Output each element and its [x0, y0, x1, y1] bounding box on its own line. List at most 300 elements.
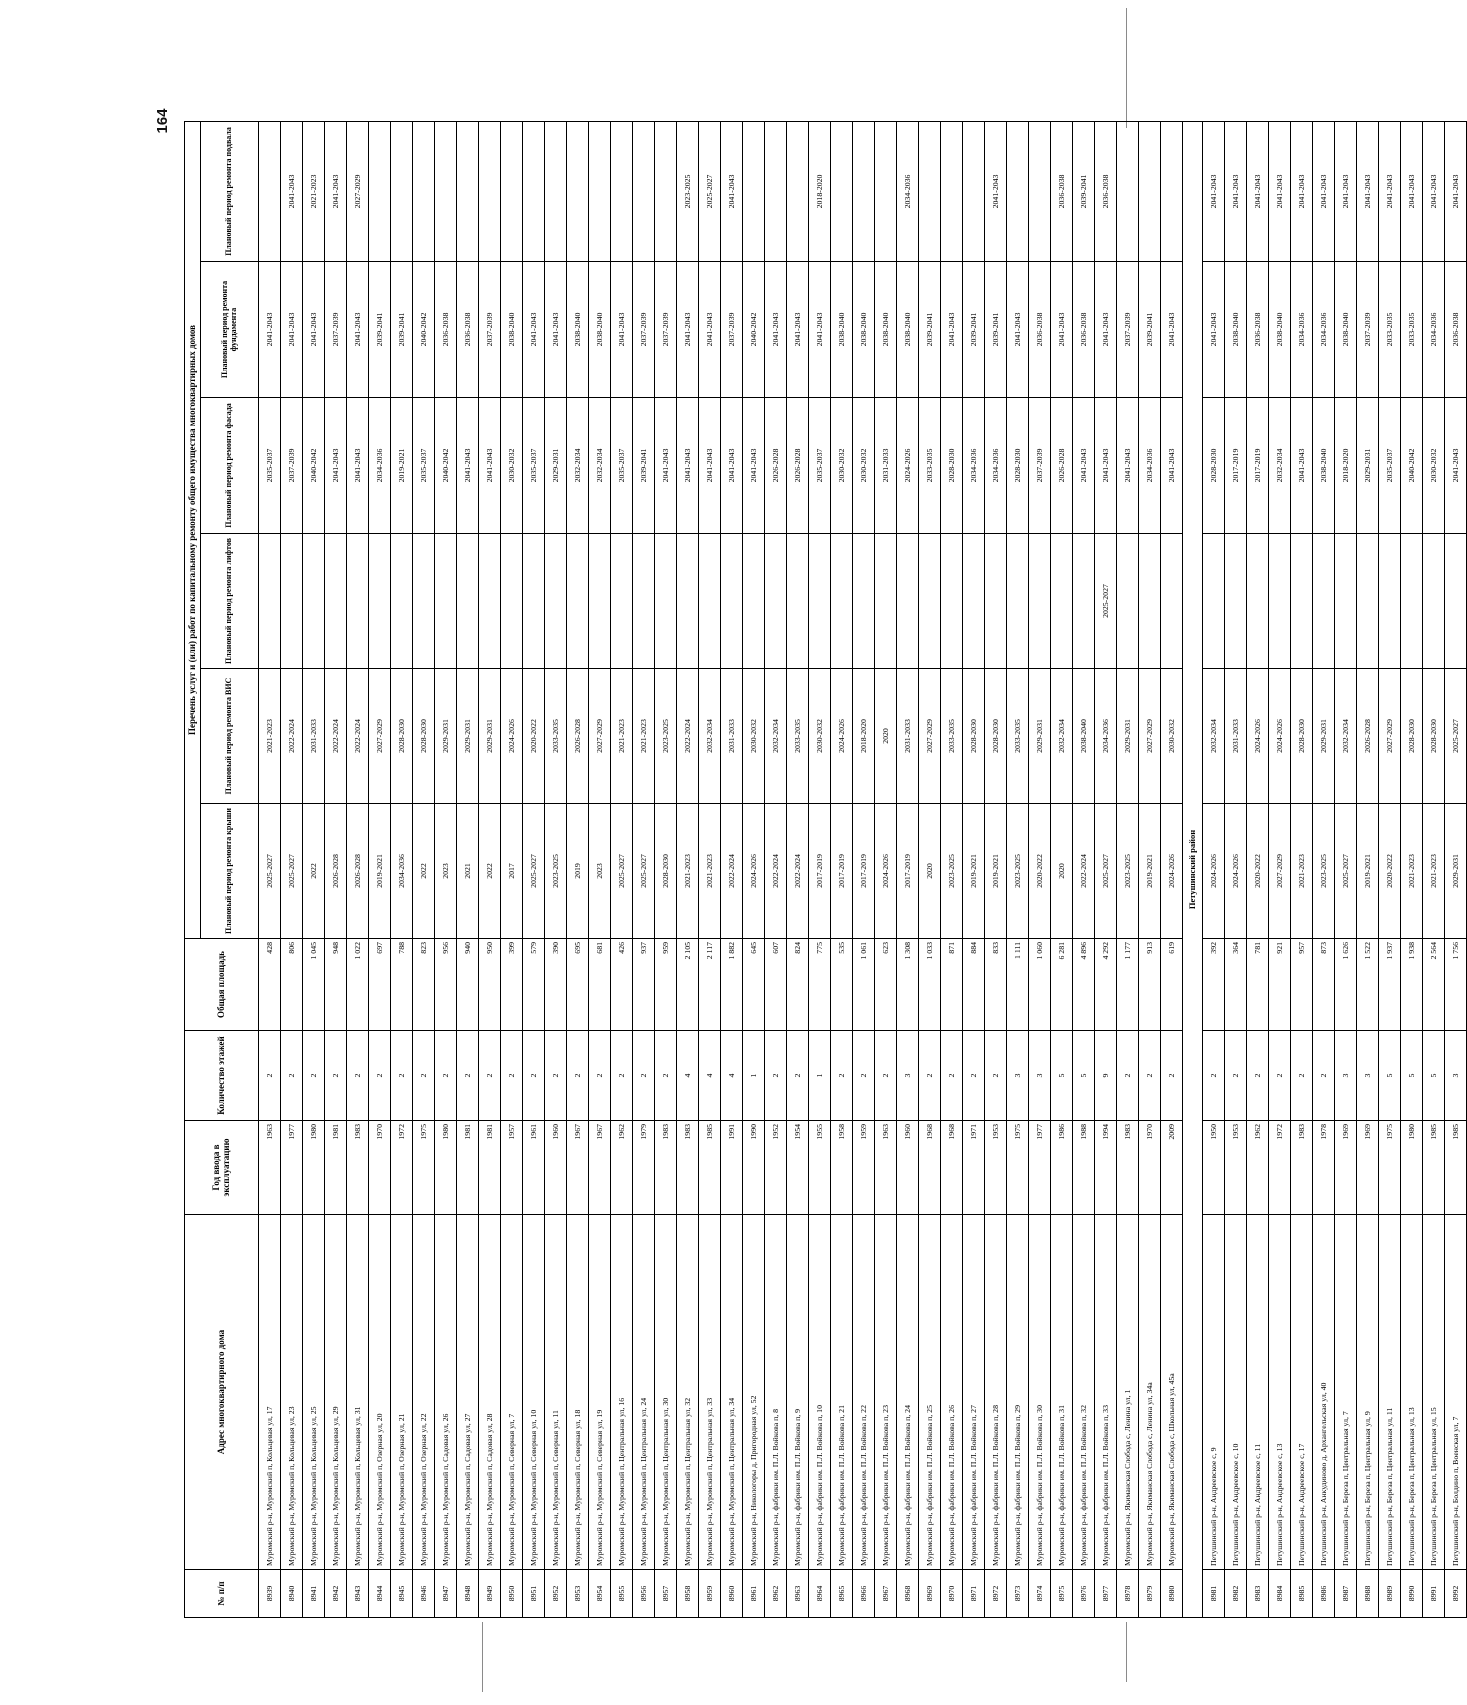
row-num: 8990 — [1401, 1570, 1423, 1618]
row-num: 8951 — [523, 1570, 545, 1618]
row-foundation-period: 2041-2043 — [545, 262, 567, 398]
row-facade-period: 2041-2043 — [655, 398, 677, 534]
row-lift-period — [1445, 534, 1467, 669]
row-vis-period: 2018-2020 — [853, 669, 875, 804]
row-year: 1972 — [391, 1121, 413, 1215]
row-roof-period: 2021-2023 — [1401, 804, 1423, 939]
row-address: Муромский р-н, фабрики им. П.Л. Войкова п, 31 — [1051, 1215, 1073, 1570]
row-lift-period — [1247, 534, 1269, 669]
row-year: 1985 — [1423, 1121, 1445, 1215]
row-facade-period: 2034-2036 — [985, 398, 1007, 534]
row-lift-period — [589, 534, 611, 669]
row-basement-period: 2041-2043 — [1379, 121, 1401, 261]
row-num: 8973 — [1007, 1570, 1029, 1618]
row-address: Муромский р-н, фабрики им. П.Л. Войкова п, 33 — [1095, 1215, 1117, 1570]
row-roof-period: 2027-2029 — [1269, 804, 1291, 939]
row-lift-period — [919, 534, 941, 669]
row-roof-period: 2022-2024 — [721, 804, 743, 939]
table-row — [765, 121, 787, 1617]
row-floors: 3 — [1445, 1031, 1467, 1121]
row-num: 8947 — [435, 1570, 457, 1618]
row-area: 833 — [985, 939, 1007, 1031]
row-year: 1988 — [1073, 1121, 1095, 1215]
row-num: 8965 — [831, 1570, 853, 1618]
row-floors: 3 — [897, 1031, 919, 1121]
row-address: Муромский р-н, Муромский п, Садовая ул, 27 — [457, 1215, 479, 1570]
row-vis-period: 2024-2026 — [1269, 669, 1291, 804]
table-row — [941, 121, 963, 1617]
row-vis-period: 2027-2029 — [919, 669, 941, 804]
scan-artifact-line — [1126, 1622, 1127, 1682]
row-roof-period: 2025-2027 — [633, 804, 655, 939]
row-foundation-period: 2041-2043 — [941, 262, 963, 398]
row-vis-period: 2030-2032 — [1161, 669, 1183, 804]
row-num: 8954 — [589, 1570, 611, 1618]
row-num: 8960 — [721, 1570, 743, 1618]
row-area: 619 — [1161, 939, 1183, 1031]
row-basement-period: 2041-2043 — [1357, 121, 1379, 261]
row-vis-period: 2029-2031 — [1313, 669, 1335, 804]
row-vis-period: 2033-2035 — [545, 669, 567, 804]
row-foundation-period: 2041-2043 — [523, 262, 545, 398]
col-header-address: Адрес многоквартирного дома — [185, 1215, 259, 1570]
row-address: Муромский р-н, Муромский п, Садовая ул, 26 — [435, 1215, 457, 1570]
row-vis-period: 2027-2029 — [369, 669, 391, 804]
row-vis-period: 2028-2030 — [391, 669, 413, 804]
row-floors: 2 — [391, 1031, 413, 1121]
row-foundation-period: 2041-2043 — [259, 262, 281, 398]
row-foundation-period: 2041-2043 — [1051, 262, 1073, 398]
row-basement-period — [765, 121, 787, 261]
row-facade-period: 2026-2028 — [765, 398, 787, 534]
row-roof-period: 2024-2026 — [1225, 804, 1247, 939]
row-roof-period: 2020 — [919, 804, 941, 939]
row-area: 4 292 — [1095, 939, 1117, 1031]
row-address: Муромский р-н, Муромский п, Центральная ул, 34 — [721, 1215, 743, 1570]
row-year: 1975 — [1007, 1121, 1029, 1215]
row-roof-period: 2021-2023 — [677, 804, 699, 939]
row-address: Муромский р-н, фабрики им. П.Л. Войкова п, 32 — [1073, 1215, 1095, 1570]
row-lift-period — [1335, 534, 1357, 669]
row-vis-period: 2029-2031 — [435, 669, 457, 804]
row-facade-period: 2029-2031 — [545, 398, 567, 534]
row-lift-period — [699, 534, 721, 669]
row-foundation-period: 2041-2043 — [1095, 262, 1117, 398]
table-row — [259, 121, 281, 1617]
row-vis-period: 2028-2030 — [985, 669, 1007, 804]
row-facade-period: 2035-2037 — [259, 398, 281, 534]
rotated-table-wrapper — [184, 122, 1460, 1618]
row-foundation-period: 2033-2035 — [1379, 262, 1401, 398]
table-row — [589, 121, 611, 1617]
row-vis-period: 2026-2028 — [1357, 669, 1379, 804]
row-foundation-period: 2039-2041 — [391, 262, 413, 398]
row-num: 8939 — [259, 1570, 281, 1618]
table-row — [523, 121, 545, 1617]
col-header-facade: Плановый период ремонта фасада — [201, 398, 259, 534]
row-num: 8980 — [1161, 1570, 1183, 1618]
row-lift-period — [765, 534, 787, 669]
row-basement-period — [567, 121, 589, 261]
row-vis-period: 2024-2026 — [501, 669, 523, 804]
row-foundation-period: 2041-2043 — [1007, 262, 1029, 398]
row-num: 8986 — [1313, 1570, 1335, 1618]
row-num: 8961 — [743, 1570, 765, 1618]
table-row — [501, 121, 523, 1617]
row-roof-period: 2023 — [589, 804, 611, 939]
row-vis-period: 2022-2024 — [347, 669, 369, 804]
row-year: 1967 — [589, 1121, 611, 1215]
row-address: Муромский р-н, Муромский п, Центральная ул, 33 — [699, 1215, 721, 1570]
row-roof-period: 2023-2025 — [1313, 804, 1335, 939]
row-roof-period: 2025-2027 — [611, 804, 633, 939]
row-lift-period — [1051, 534, 1073, 669]
row-address: Муромский р-н, Муромский п, Кольцевая ул, 25 — [303, 1215, 325, 1570]
row-num: 8949 — [479, 1570, 501, 1618]
row-facade-period: 2017-2019 — [1247, 398, 1269, 534]
scan-artifact-line — [482, 1622, 483, 1692]
row-facade-period: 2028-2030 — [1007, 398, 1029, 534]
row-vis-period: 2021-2023 — [259, 669, 281, 804]
row-facade-period: 2019-2021 — [391, 398, 413, 534]
row-basement-period — [545, 121, 567, 261]
row-area: 426 — [611, 939, 633, 1031]
row-roof-period: 2019-2021 — [1139, 804, 1161, 939]
row-lift-period — [391, 534, 413, 669]
table-row — [1401, 121, 1423, 1617]
row-year: 1975 — [1379, 1121, 1401, 1215]
row-area: 824 — [787, 939, 809, 1031]
row-foundation-period: 2037-2039 — [655, 262, 677, 398]
row-vis-period: 2031-2033 — [1225, 669, 1247, 804]
row-roof-period: 2024-2026 — [743, 804, 765, 939]
row-facade-period: 2031-2033 — [875, 398, 897, 534]
row-address: Муромский р-н, Никологоры д, Пригородная ул, 52 — [743, 1215, 765, 1570]
row-num: 8975 — [1051, 1570, 1073, 1618]
row-roof-period: 2025-2027 — [1095, 804, 1117, 939]
row-basement-period — [655, 121, 677, 261]
row-num: 8944 — [369, 1570, 391, 1618]
row-basement-period — [831, 121, 853, 261]
row-floors: 2 — [369, 1031, 391, 1121]
row-basement-period: 2041-2043 — [721, 121, 743, 261]
row-basement-period — [941, 121, 963, 261]
row-area: 1 033 — [919, 939, 941, 1031]
table-row — [1029, 121, 1051, 1617]
row-lift-period — [743, 534, 765, 669]
row-facade-period: 2028-2030 — [1203, 398, 1225, 534]
row-facade-period: 2041-2043 — [1445, 398, 1467, 534]
row-roof-period: 2019-2021 — [985, 804, 1007, 939]
row-area: 1 060 — [1029, 939, 1051, 1031]
row-area: 392 — [1203, 939, 1225, 1031]
row-floors: 1 — [743, 1031, 765, 1121]
row-year: 1954 — [787, 1121, 809, 1215]
row-foundation-period: 2034-2036 — [1291, 262, 1313, 398]
row-year: 1953 — [1225, 1121, 1247, 1215]
row-facade-period: 2038-2040 — [1313, 398, 1335, 534]
row-roof-period: 2023-2025 — [545, 804, 567, 939]
row-foundation-period: 2036-2038 — [1445, 262, 1467, 398]
table-row — [655, 121, 677, 1617]
row-floors: 2 — [567, 1031, 589, 1121]
row-vis-period: 2032-2034 — [765, 669, 787, 804]
row-facade-period: 2030-2032 — [831, 398, 853, 534]
row-basement-period — [963, 121, 985, 261]
row-vis-period: 2029-2031 — [1117, 669, 1139, 804]
row-area: 937 — [633, 939, 655, 1031]
row-area: 579 — [523, 939, 545, 1031]
row-facade-period: 2037-2039 — [281, 398, 303, 534]
row-foundation-period: 2041-2043 — [281, 262, 303, 398]
row-facade-period: 2041-2043 — [1291, 398, 1313, 534]
table-row — [1247, 121, 1269, 1617]
row-roof-period: 2024-2026 — [875, 804, 897, 939]
row-year: 1960 — [545, 1121, 567, 1215]
row-year: 1960 — [897, 1121, 919, 1215]
row-vis-period: 2021-2023 — [611, 669, 633, 804]
row-roof-period: 2017-2019 — [809, 804, 831, 939]
row-facade-period: 2041-2043 — [1095, 398, 1117, 534]
row-lift-period — [435, 534, 457, 669]
row-num: 8945 — [391, 1570, 413, 1618]
row-area: 781 — [1247, 939, 1269, 1031]
row-basement-period: 2025-2027 — [699, 121, 721, 261]
row-vis-period: 2027-2029 — [589, 669, 611, 804]
row-area: 645 — [743, 939, 765, 1031]
row-foundation-period: 2041-2043 — [303, 262, 325, 398]
row-foundation-period: 2037-2039 — [721, 262, 743, 398]
row-floors: 2 — [875, 1031, 897, 1121]
row-foundation-period: 2041-2043 — [765, 262, 787, 398]
row-num: 8972 — [985, 1570, 1007, 1618]
row-area: 1 061 — [853, 939, 875, 1031]
row-year: 1990 — [743, 1121, 765, 1215]
row-roof-period: 2020-2022 — [1379, 804, 1401, 939]
row-foundation-period: 2041-2043 — [809, 262, 831, 398]
row-lift-period — [941, 534, 963, 669]
row-lift-period — [721, 534, 743, 669]
row-vis-period: 2032-2034 — [699, 669, 721, 804]
row-lift-period — [325, 534, 347, 669]
row-lift-period — [1203, 534, 1225, 669]
row-address: Муромский р-н, Якиманская Слобода с, Школьная ул, 45а — [1161, 1215, 1183, 1570]
row-facade-period: 2041-2043 — [1117, 398, 1139, 534]
row-floors: 2 — [765, 1031, 787, 1121]
row-num: 8979 — [1139, 1570, 1161, 1618]
row-num: 8985 — [1291, 1570, 1313, 1618]
row-vis-period: 2034-2036 — [1095, 669, 1117, 804]
row-area: 806 — [281, 939, 303, 1031]
row-vis-period: 2033-2035 — [787, 669, 809, 804]
row-floors: 2 — [347, 1031, 369, 1121]
row-floors: 2 — [435, 1031, 457, 1121]
row-address: Муромский р-н, фабрики им. П.Л. Войкова п, 24 — [897, 1215, 919, 1570]
row-facade-period: 2026-2028 — [787, 398, 809, 534]
row-roof-period: 2025-2027 — [523, 804, 545, 939]
row-area: 681 — [589, 939, 611, 1031]
row-basement-period — [457, 121, 479, 261]
row-address: Муромский р-н, Муромский п, Кольцевая ул, 31 — [347, 1215, 369, 1570]
row-num: 8959 — [699, 1570, 721, 1618]
row-facade-period: 2032-2034 — [589, 398, 611, 534]
row-foundation-period: 2038-2040 — [589, 262, 611, 398]
row-address: Петушинский р-н, Береза п, Центральная ул, 11 — [1379, 1215, 1401, 1570]
table-row — [303, 121, 325, 1617]
row-roof-period: 2023-2025 — [1007, 804, 1029, 939]
row-vis-period: 2032-2034 — [1203, 669, 1225, 804]
row-floors: 4 — [721, 1031, 743, 1121]
row-address: Муромский р-н, фабрики им. П.Л. Войкова п, 27 — [963, 1215, 985, 1570]
col-header-lift: Плановый период ремонта лифтов — [201, 534, 259, 669]
row-basement-period — [919, 121, 941, 261]
row-roof-period: 2022-2024 — [1073, 804, 1095, 939]
row-num: 8942 — [325, 1570, 347, 1618]
row-area: 940 — [457, 939, 479, 1031]
row-vis-period: 2024-2026 — [1247, 669, 1269, 804]
row-facade-period: 2041-2043 — [457, 398, 479, 534]
table-body-district-separator — [1183, 121, 1203, 1617]
row-roof-period: 2022 — [479, 804, 501, 939]
row-vis-period: 2028-2030 — [1423, 669, 1445, 804]
row-basement-period: 2041-2043 — [1423, 121, 1445, 261]
row-address: Петушинский р-н, Андреевское с, 13 — [1269, 1215, 1291, 1570]
row-roof-period: 2022-2024 — [765, 804, 787, 939]
row-num: 8992 — [1445, 1570, 1467, 1618]
row-floors: 2 — [325, 1031, 347, 1121]
row-address: Муромский р-н, фабрики им. П.Л. Войкова п, 23 — [875, 1215, 897, 1570]
row-floors: 2 — [589, 1031, 611, 1121]
row-address: Муромский р-н, Муромский п, Садовая ул, 28 — [479, 1215, 501, 1570]
row-area: 6 281 — [1051, 939, 1073, 1031]
table-row — [567, 121, 589, 1617]
table-row — [875, 121, 897, 1617]
row-basement-period — [1161, 121, 1183, 261]
row-roof-period: 2034-2036 — [391, 804, 413, 939]
row-area: 535 — [831, 939, 853, 1031]
table-row — [413, 121, 435, 1617]
row-floors: 3 — [1029, 1031, 1051, 1121]
row-year: 1962 — [1247, 1121, 1269, 1215]
row-area: 2 564 — [1423, 939, 1445, 1031]
row-roof-period: 2022 — [413, 804, 435, 939]
row-floors: 5 — [1051, 1031, 1073, 1121]
row-num: 8967 — [875, 1570, 897, 1618]
row-foundation-period: 2038-2040 — [853, 262, 875, 398]
row-address: Муромский р-н, Муромский п, Северная ул, 7 — [501, 1215, 523, 1570]
row-num: 8943 — [347, 1570, 369, 1618]
row-basement-period: 2036-2038 — [1051, 121, 1073, 261]
row-facade-period: 2018-2020 — [1335, 398, 1357, 534]
row-area: 788 — [391, 939, 413, 1031]
row-area: 364 — [1225, 939, 1247, 1031]
row-facade-period: 2029-2031 — [1357, 398, 1379, 534]
row-num: 8978 — [1117, 1570, 1139, 1618]
row-facade-period: 2030-2032 — [501, 398, 523, 534]
row-address: Муромский р-н, Якиманская Слобода с, Ленина ул, 34а — [1139, 1215, 1161, 1570]
table-row — [809, 121, 831, 1617]
row-address: Муромский р-н, фабрики им. П.Л. Войкова п, 8 — [765, 1215, 787, 1570]
row-floors: 2 — [523, 1031, 545, 1121]
row-lift-period — [303, 534, 325, 669]
row-area: 948 — [325, 939, 347, 1031]
row-num: 8981 — [1203, 1570, 1225, 1618]
row-basement-period — [875, 121, 897, 261]
row-address: Муромский р-н, Муромский п, Северная ул, 11 — [545, 1215, 567, 1570]
row-address: Муромский р-н, Муромский п, Северная ул, 18 — [567, 1215, 589, 1570]
row-year: 1957 — [501, 1121, 523, 1215]
table-row — [611, 121, 633, 1617]
row-foundation-period: 2041-2043 — [1203, 262, 1225, 398]
row-year: 1972 — [1269, 1121, 1291, 1215]
row-vis-period: 2029-2031 — [1029, 669, 1051, 804]
row-area: 697 — [369, 939, 391, 1031]
row-num: 8983 — [1247, 1570, 1269, 1618]
row-roof-period: 2025-2027 — [259, 804, 281, 939]
row-year: 1963 — [259, 1121, 281, 1215]
row-vis-period: 2038-2040 — [1073, 669, 1095, 804]
table-row — [1161, 121, 1183, 1617]
row-facade-period: 2041-2043 — [479, 398, 501, 534]
row-floors: 2 — [787, 1031, 809, 1121]
table-row — [919, 121, 941, 1617]
row-year: 1969 — [1335, 1121, 1357, 1215]
row-floors: 2 — [1247, 1031, 1269, 1121]
row-roof-period: 2023-2025 — [941, 804, 963, 939]
col-header-foundation: Плановый период ремонта фундамента — [201, 262, 259, 398]
row-area: 1 022 — [347, 939, 369, 1031]
row-lift-period — [523, 534, 545, 669]
row-vis-period: 2022-2024 — [325, 669, 347, 804]
row-num: 8956 — [633, 1570, 655, 1618]
row-floors: 2 — [1161, 1031, 1183, 1121]
row-year: 1969 — [1357, 1121, 1379, 1215]
row-address: Муромский р-н, Муромский п, Озерная ул, 21 — [391, 1215, 413, 1570]
row-facade-period: 2037-2039 — [1029, 398, 1051, 534]
row-basement-period: 2018-2020 — [809, 121, 831, 261]
row-foundation-period: 2039-2041 — [963, 262, 985, 398]
row-area: 1 111 — [1007, 939, 1029, 1031]
row-address: Муромский р-н, фабрики им. П.Л. Войкова п, 25 — [919, 1215, 941, 1570]
col-header-floors: Количество этажей — [185, 1031, 259, 1121]
row-floors: 2 — [281, 1031, 303, 1121]
row-roof-period: 2021 — [457, 804, 479, 939]
row-floors: 2 — [1117, 1031, 1139, 1121]
row-area: 1 177 — [1117, 939, 1139, 1031]
row-lift-period — [677, 534, 699, 669]
row-facade-period: 2032-2034 — [1269, 398, 1291, 534]
row-floors: 2 — [1313, 1031, 1335, 1121]
row-foundation-period: 2036-2038 — [457, 262, 479, 398]
table-row — [1269, 121, 1291, 1617]
row-floors: 4 — [699, 1031, 721, 1121]
row-roof-period: 2020 — [1051, 804, 1073, 939]
row-year: 1981 — [457, 1121, 479, 1215]
row-basement-period — [1139, 121, 1161, 261]
row-basement-period — [611, 121, 633, 261]
row-foundation-period: 2037-2039 — [479, 262, 501, 398]
row-basement-period: 2041-2043 — [1401, 121, 1423, 261]
row-year: 1991 — [721, 1121, 743, 1215]
table-row — [1073, 121, 1095, 1617]
row-foundation-period: 2036-2038 — [1029, 262, 1051, 398]
row-basement-period: 2036-2038 — [1095, 121, 1117, 261]
row-facade-period: 2041-2043 — [347, 398, 369, 534]
row-basement-period: 2041-2043 — [325, 121, 347, 261]
row-vis-period: 2028-2030 — [1401, 669, 1423, 804]
row-basement-period: 2041-2043 — [1313, 121, 1335, 261]
table-row — [633, 121, 655, 1617]
